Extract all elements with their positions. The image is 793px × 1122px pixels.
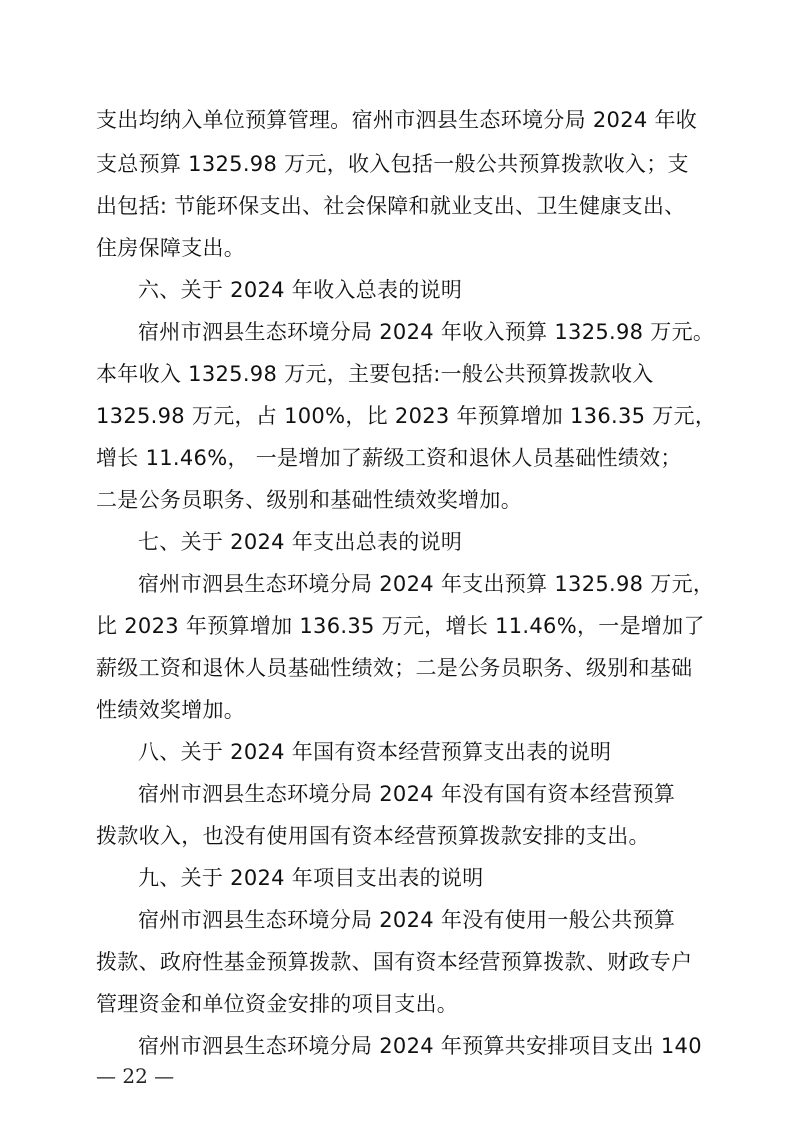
section-heading: 九、关于 2024 年项目支出表的说明 [138, 866, 484, 890]
body-line: 薪级工资和退休人员基础性绩效；二是公务员职务、级别和基础 [96, 656, 693, 680]
body-line: 比 2023 年预算增加 136.35 万元，增长 11.46%，一是增加了 [96, 614, 705, 638]
body-line: 宿州市泗县生态环境分局 2024 年收入预算 1325.98 万元。 [138, 320, 715, 344]
body-line: 住房保障支出。 [96, 236, 246, 260]
page-number: — 22 — [96, 1064, 175, 1088]
body-line: 宿州市泗县生态环境分局 2024 年支出预算 1325.98 万元， [138, 572, 715, 596]
body-line: 二是公务员职务、级别和基础性绩效奖增加。 [96, 488, 522, 512]
body-line: 本年收入 1325.98 万元，主要包括:一般公共预算拨款收入 [96, 362, 654, 386]
body-line: 宿州市泗县生态环境分局 2024 年没有国有资本经营预算 [138, 782, 676, 806]
body-line: 拨款、政府性基金预算拨款、国有资本经营预算拨款、财政专户 [96, 950, 693, 974]
section-heading: 八、关于 2024 年国有资本经营预算支出表的说明 [138, 740, 612, 764]
body-line: 出包括: 节能环保支出、社会保障和就业支出、卫生健康支出、 [96, 194, 686, 218]
body-line: 性绩效奖增加。 [96, 698, 246, 722]
body-line: 宿州市泗县生态环境分局 2024 年没有使用一般公共预算 [138, 908, 676, 932]
body-line: 支出均纳入单位预算管理。宿州市泗县生态环境分局 2024 年收 [96, 108, 698, 132]
body-line: 管理资金和单位资金安排的项目支出。 [96, 992, 459, 1016]
body-line: 增长 11.46%， 一是增加了薪级工资和退休人员基础性绩效； [96, 446, 682, 470]
body-line: 拨款收入，也没有使用国有资本经营预算拨款安排的支出。 [96, 824, 650, 848]
body-line: 1325.98 万元，占 100%，比 2023 年预算增加 136.35 万元， [96, 404, 717, 428]
body-line: 支总预算 1325.98 万元，收入包括一般公共预算拨款收入；支 [96, 152, 689, 176]
section-heading: 六、关于 2024 年收入总表的说明 [138, 278, 463, 302]
body-line: 宿州市泗县生态环境分局 2024 年预算共安排项目支出 140 [138, 1034, 702, 1058]
section-heading: 七、关于 2024 年支出总表的说明 [138, 530, 463, 554]
